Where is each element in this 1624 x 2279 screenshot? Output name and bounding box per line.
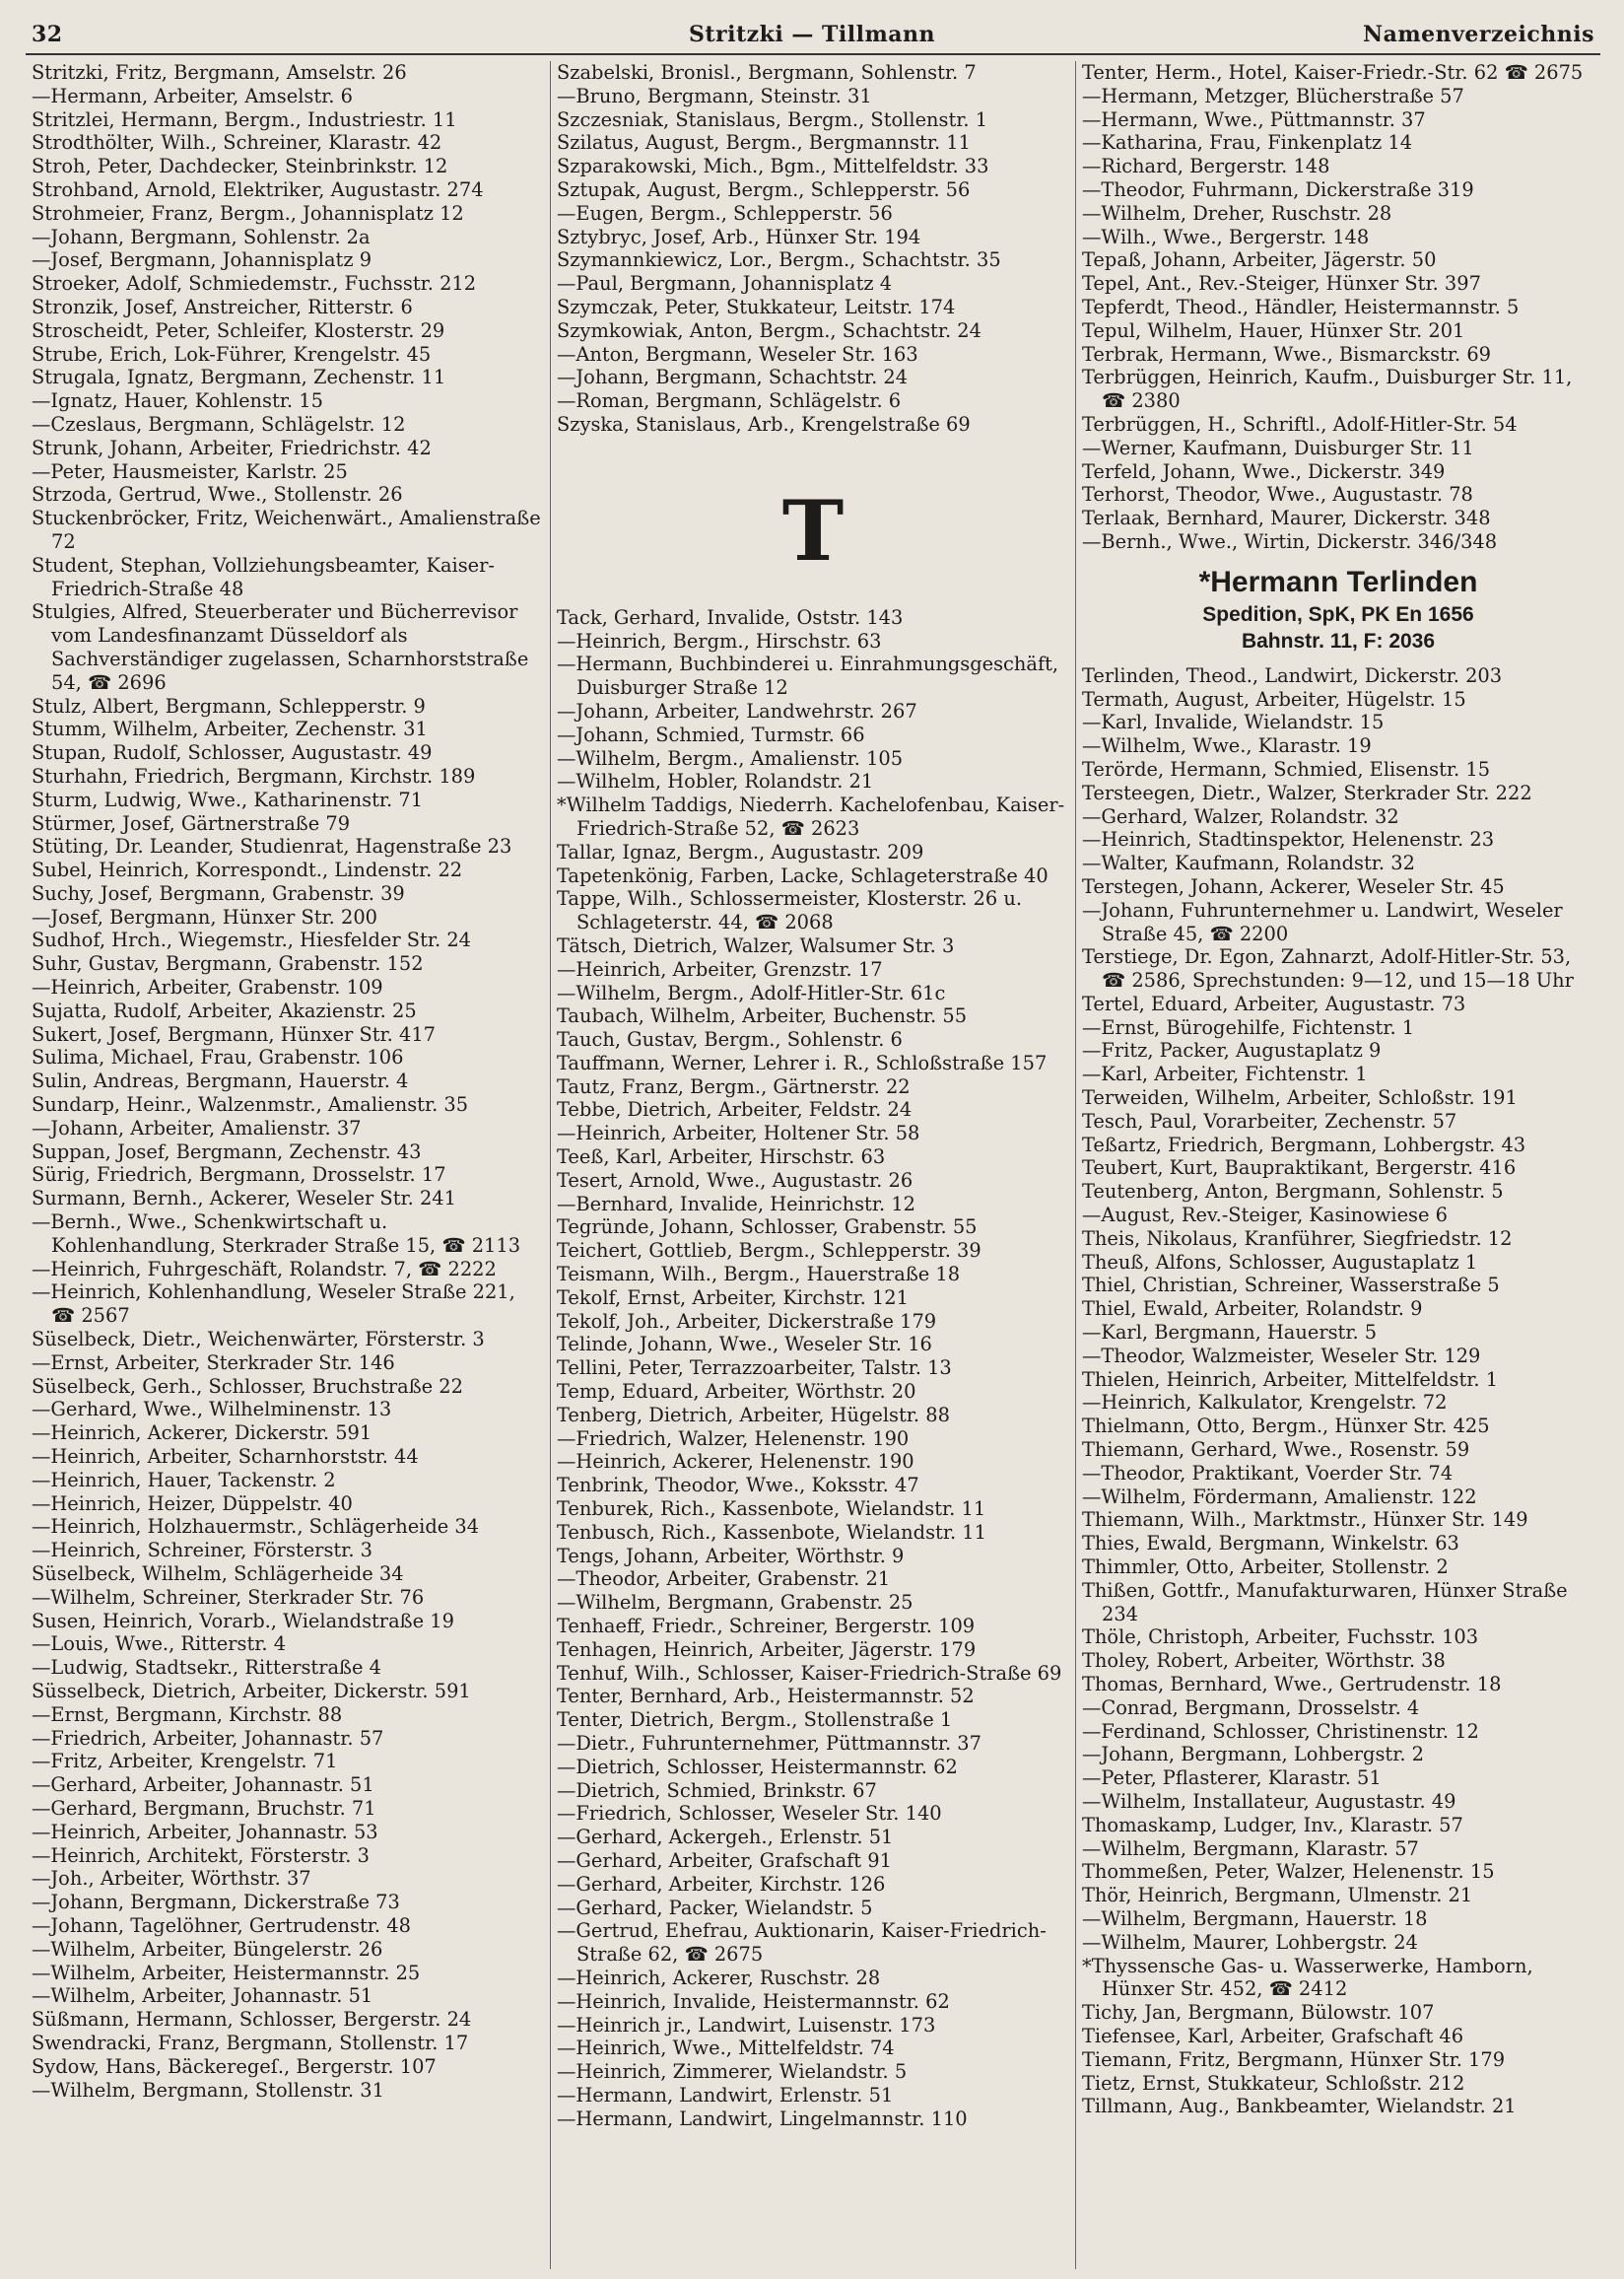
column-middle — [550, 61, 1075, 2269]
directory-entry: Stulz, Albert, Bergmann, Schlepperstr. 9 — [32, 694, 426, 718]
directory-entry: Teismann, Wilh., Bergm., Hauerstraße 18 — [557, 1263, 961, 1286]
directory-entry: —Werner, Kaufmann, Duisburger Str. 11 — [1082, 436, 1474, 459]
directory-entry: —Wilhelm, Bergm., Amalienstr. 105 — [557, 746, 904, 770]
directory-entry: —Johann, Schmied, Turmstr. 66 — [557, 723, 865, 746]
directory-entry: —Heinrich, Heizer, Düppelstr. 40 — [32, 1491, 353, 1515]
directory-entry: —Heinrich, Invalide, Heistermannstr. 62 — [557, 1989, 950, 2013]
directory-entry: Strzoda, Gertrud, Wwe., Stollenstr. 26 — [32, 483, 403, 507]
directory-entry: Thöle, Christoph, Arbeiter, Fuchsstr. 103 — [1082, 1625, 1479, 1649]
directory-entry: Tillmann, Aug., Bankbeamter, Wielandstr. 21 — [1082, 2095, 1517, 2118]
directory-entry: —Bernh., Wwe., Wirtin, Dickerstr. 346/348 — [1082, 529, 1498, 553]
directory-entry: —Gerhard, Bergmann, Bruchstr. 71 — [32, 1796, 376, 1820]
directory-entry: Terweiden, Wilhelm, Arbeiter, Schloßstr. 191 — [1082, 1086, 1518, 1110]
directory-entry: —Joh., Arbeiter, Wörthstr. 37 — [32, 1867, 311, 1891]
directory-entry: —Heinrich, Bergm., Hirschstr. 63 — [557, 629, 882, 653]
directory-entry: Suhr, Gustav, Bergmann, Grabenstr. 152 — [32, 952, 424, 976]
directory-entry: Theis, Nikolaus, Kranführer, Siegfriedstr. 12 — [1082, 1226, 1513, 1250]
directory-entry: —Hermann, Metzger, Blücherstraße 57 — [1082, 84, 1464, 107]
directory-entry: —Gerhard, Arbeiter, Grafschaft 91 — [557, 1848, 892, 1872]
directory-entry: —Dietrich, Schmied, Brinkstr. 67 — [557, 1778, 877, 1802]
directory-entry: —Gerhard, Arbeiter, Kirchstr. 126 — [557, 1872, 886, 1896]
directory-entry: Tautz, Franz, Bergm., Gärtnerstr. 22 — [557, 1074, 911, 1098]
directory-entry: Terfeld, Johann, Wwe., Dickerstr. 349 — [1082, 459, 1446, 483]
columns — [26, 61, 1600, 2269]
directory-entry: Süselbeck, Dietr., Weichenwärter, Försterstr. 3 — [32, 1328, 485, 1351]
page-header — [26, 22, 1600, 55]
directory-entry: —Gerhard, Wwe., Wilhelminenstr. 13 — [32, 1398, 392, 1421]
directory-entry: —Heinrich, Arbeiter, Johannastr. 53 — [32, 1820, 378, 1843]
directory-entry: Susen, Heinrich, Vorarb., Wielandstraße 19 — [32, 1609, 454, 1632]
directory-entry: Tack, Gerhard, Invalide, Oststr. 143 — [557, 605, 904, 629]
directory-entry: —Hermann, Landwirt, Lingelmannstr. 110 — [557, 2106, 968, 2130]
directory-entry: —Wilhelm, Bergmann, Klarastr. 57 — [1082, 1836, 1419, 1860]
directory-entry: Stroeker, Adolf, Schmiedemstr., Fuchsstr. 212 — [32, 272, 477, 296]
directory-entry: —Wilhelm, Bergmann, Hauerstr. 18 — [1082, 1906, 1428, 1930]
directory-entry: —Wilhelm, Schreiner, Sterkrader Str. 76 — [32, 1585, 425, 1609]
directory-entry: —Theodor, Fuhrmann, Dickerstraße 319 — [1082, 177, 1474, 201]
directory-entry: —Theodor, Walzmeister, Weseler Str. 129 — [1082, 1344, 1481, 1367]
directory-entry: Theuß, Alfons, Schlosser, Augustaplatz 1 — [1082, 1250, 1478, 1274]
directory-entry: Tekolf, Joh., Arbeiter, Dickerstraße 179 — [557, 1309, 937, 1333]
directory-entry: —Heinrich, Ackerer, Dickerstr. 591 — [32, 1421, 372, 1445]
directory-entry: Tapetenkönig, Farben, Lacke, Schlageterstraße 40 — [557, 863, 1049, 887]
directory-entry: —August, Rev.-Steiger, Kasinowiese 6 — [1082, 1204, 1448, 1227]
directory-entry: Süßmann, Hermann, Schlosser, Bergerstr. 24 — [32, 2008, 472, 2032]
directory-entry: Temp, Eduard, Arbeiter, Wörthstr. 20 — [557, 1380, 916, 1404]
directory-entry: Teichert, Gottlieb, Bergm., Schlepperstr. 39 — [557, 1239, 981, 1263]
directory-entry: Sulima, Michael, Frau, Grabenstr. 106 — [32, 1046, 404, 1070]
directory-entry: —Wilhelm, Fördermann, Amalienstr. 122 — [1082, 1485, 1477, 1508]
directory-entry: Szabelski, Bronisl., Bergmann, Sohlenstr. 7 — [557, 61, 977, 84]
column-right — [1075, 61, 1600, 2269]
directory-entry: —Wilh., Wwe., Bergerstr. 148 — [1082, 225, 1370, 248]
directory-entry: Sztybryc, Josef, Arb., Hünxer Str. 194 — [557, 225, 921, 248]
directory-entry: —Johann, Fuhrunternehmer u. Landwirt, Weseler Straße 45, ☎ 2200 — [1082, 898, 1563, 945]
directory-entry: —Ferdinand, Schlosser, Christinenstr. 12 — [1082, 1719, 1479, 1743]
directory-entry: Terlinden, Theod., Landwirt, Dickerstr. 203 — [1082, 663, 1503, 687]
directory-entry: Szymannkiewicz, Lor., Bergm., Schachtstr. 35 — [557, 248, 1001, 272]
directory-entry: Taubach, Wilhelm, Arbeiter, Buchenstr. 55 — [557, 1004, 968, 1028]
directory-entry: Szparakowski, Mich., Bgm., Mittelfeldstr. 33 — [557, 155, 989, 178]
directory-entry: Tellini, Peter, Terrazzoarbeiter, Talstr. 13 — [557, 1356, 952, 1380]
directory-entry: Teubert, Kurt, Baupraktikant, Bergerstr. 416 — [1082, 1156, 1517, 1180]
directory-entry: —Conrad, Bergmann, Drosselstr. 4 — [1082, 1695, 1420, 1719]
directory-entry: Sürig, Friedrich, Bergmann, Drosselstr. 17 — [32, 1163, 446, 1187]
directory-entry: Tätsch, Dietrich, Walzer, Walsumer Str. 3 — [557, 933, 955, 957]
directory-entry: —Roman, Bergmann, Schlägelstr. 6 — [557, 389, 902, 413]
directory-entry: —Heinrich, Hauer, Tackenstr. 2 — [32, 1468, 336, 1491]
directory-entry: Terlaak, Bernhard, Maurer, Dickerstr. 348 — [1082, 507, 1491, 530]
directory-entry: —Ernst, Bürogehilfe, Fichtenstr. 1 — [1082, 1015, 1415, 1039]
directory-entry: —Walter, Kaufmann, Rolandstr. 32 — [1082, 852, 1415, 875]
directory-entry: —Heinrich, Wwe., Mittelfeldstr. 74 — [557, 2037, 895, 2060]
directory-entry: —Karl, Invalide, Wielandstr. 15 — [1082, 711, 1385, 734]
directory-entry: Tappe, Wilh., Schlossermeister, Klosterstr. 26 u. Schlageterstr. 44, ☎ 2068 — [557, 887, 1023, 934]
directory-entry: —Heinrich, Kohlenhandlung, Weseler Straße 221, ☎ 2567 — [32, 1280, 515, 1328]
directory-entry: —Johann, Bergmann, Schachtstr. 24 — [557, 366, 909, 389]
directory-entry: —Hermann, Wwe., Püttmannstr. 37 — [1082, 107, 1426, 131]
directory-entry: Tebbe, Dietrich, Arbeiter, Feldstr. 24 — [557, 1098, 913, 1122]
directory-entry: —Peter, Hausmeister, Karlstr. 25 — [32, 459, 348, 483]
directory-entry: Terstiege, Dr. Egon, Zahnarzt, Adolf-Hitler-Str. 53, ☎ 2586, Sprechstunden: 9—12, und 15—18 Uhr — [1082, 945, 1574, 993]
directory-entry: Süsselbeck, Dietrich, Arbeiter, Dickerstr. 591 — [32, 1679, 471, 1702]
directory-entry: Tersteegen, Dietr., Walzer, Sterkrader Str. 222 — [1082, 781, 1532, 804]
directory-entry: —Hermann, Arbeiter, Amselstr. 6 — [32, 84, 353, 107]
directory-entry: —Gerhard, Arbeiter, Johannastr. 51 — [32, 1773, 374, 1797]
directory-entry: *Wilhelm Taddigs, Niederrh. Kachelofenbau, Kaiser-Friedrich-Straße 52, ☎ 2623 — [557, 794, 1065, 840]
directory-entry: —Theodor, Arbeiter, Grabenstr. 21 — [557, 1567, 891, 1591]
directory-entry: Thielmann, Otto, Bergm., Hünxer Str. 425 — [1082, 1415, 1490, 1438]
directory-entry: —Heinrich, Zimmerer, Wielandstr. 5 — [557, 2060, 908, 2084]
directory-entry: —Czeslaus, Bergmann, Schlägelstr. 12 — [32, 412, 406, 436]
directory-entry: —Heinrich, Fuhrgeschäft, Rolandstr. 7, ☎ 2222 — [32, 1257, 497, 1280]
directory-entry: Tepferdt, Theod., Händler, Heistermannstr. 5 — [1082, 295, 1520, 318]
directory-entry: Thimmler, Otto, Arbeiter, Stollenstr. 2 — [1082, 1555, 1449, 1579]
directory-entry: —Wilhelm, Arbeiter, Heistermannstr. 25 — [32, 1961, 421, 1984]
directory-entry: Stuckenbröcker, Fritz, Weichenwärt., Amalienstraße 72 — [32, 507, 541, 553]
directory-entry: —Friedrich, Walzer, Helenenstr. 190 — [557, 1426, 910, 1450]
directory-entry: Tenter, Herm., Hotel, Kaiser-Friedr.-Str. 62 ☎ 2675 — [1082, 61, 1584, 84]
directory-entry: Strodthölter, Wilh., Schreiner, Klarastr. 42 — [32, 131, 442, 155]
directory-entry: Tesert, Arnold, Wwe., Augustastr. 26 — [557, 1168, 914, 1192]
directory-entry: Strugala, Ignatz, Bergmann, Zechenstr. 11 — [32, 366, 446, 389]
directory-entry: Thielen, Heinrich, Arbeiter, Mittelfeldstr. 1 — [1082, 1367, 1499, 1391]
directory-entry: Thies, Ewald, Bergmann, Winkelstr. 63 — [1082, 1532, 1459, 1555]
directory-entry: Student, Stephan, Vollziehungsbeamter, Kaiser-Friedrich-Straße 48 — [32, 553, 495, 600]
directory-entry: —Friedrich, Arbeiter, Johannastr. 57 — [32, 1726, 384, 1750]
directory-entry: Stritzlei, Hermann, Bergm., Industriestr. 11 — [32, 107, 457, 131]
directory-entry: —Josef, Bergmann, Hünxer Str. 200 — [32, 905, 378, 929]
column-left — [26, 61, 550, 2269]
directory-entry: Tenburek, Rich., Kassenbote, Wielandstr. 11 — [557, 1497, 986, 1521]
directory-entry: Swendracki, Franz, Bergmann, Stollenstr. 17 — [32, 2031, 469, 2054]
directory-entry: —Gertrud, Ehefrau, Auktionarin, Kaiser-Friedrich-Straße 62, ☎ 2675 — [557, 1919, 1047, 1967]
directory-entry: Telinde, Johann, Wwe., Weseler Str. 16 — [557, 1333, 932, 1356]
directory-entry: —Johann, Bergmann, Sohlenstr. 2a — [32, 225, 371, 248]
directory-entry: —Heinrich, Arbeiter, Grenzstr. 17 — [557, 957, 883, 981]
directory-entry: Thiel, Christian, Schreiner, Wasserstraße 5 — [1082, 1274, 1500, 1297]
directory-entry: —Heinrich, Stadtinspektor, Helenenstr. 23 — [1082, 828, 1495, 852]
directory-entry: Sztupak, August, Bergm., Schlepperstr. 56 — [557, 177, 971, 201]
directory-entry: Teeß, Karl, Arbeiter, Hirschstr. 63 — [557, 1145, 886, 1169]
directory-entry: Sturhahn, Friedrich, Bergmann, Kirchstr. 189 — [32, 764, 476, 788]
directory-entry: Stroscheidt, Peter, Schleifer, Klosterstr. 29 — [32, 318, 445, 342]
directory-entry: Tholey, Robert, Arbeiter, Wörthstr. 38 — [1082, 1649, 1446, 1673]
directory-entry: Süselbeck, Gerh., Schlosser, Bruchstraße 22 — [32, 1374, 463, 1398]
directory-entry: Tepul, Wilhelm, Hauer, Hünxer Str. 201 — [1082, 318, 1465, 342]
directory-entry: Sundarp, Heinr., Walzenmstr., Amalienstr. 35 — [32, 1093, 469, 1117]
ad-line-2: Bahnstr. 11, F: 2036 — [1241, 629, 1436, 653]
directory-entry: —Heinrich, Arbeiter, Holtener Str. 58 — [557, 1122, 920, 1145]
directory-entry: Süselbeck, Wilhelm, Schlägerheide 34 — [32, 1562, 404, 1585]
directory-entry: —Ignatz, Hauer, Kohlenstr. 15 — [32, 389, 323, 413]
directory-entry: —Wilhelm, Installateur, Augustastr. 49 — [1082, 1789, 1456, 1813]
directory-entry: Tauch, Gustav, Bergm., Sohlenstr. 6 — [557, 1028, 903, 1052]
directory-entry: —Wilhelm, Wwe., Klarastr. 19 — [1082, 734, 1372, 758]
directory-entry: —Hermann, Buchbinderei u. Einrahmungsgeschäft, Duisburger Straße 12 — [557, 653, 1059, 700]
directory-entry: —Heinrich, Holzhauermstr., Schlägerheide 34 — [32, 1515, 480, 1539]
directory-entry: Sulin, Andreas, Bergmann, Hauerstr. 4 — [32, 1070, 409, 1093]
directory-entry: Sudhof, Hrch., Wiegemstr., Hiesfelder Str. 24 — [32, 929, 472, 952]
directory-entry: —Wilhelm, Bergm., Adolf-Hitler-Str. 61c — [557, 981, 946, 1004]
directory-entry: —Josef, Bergmann, Johannisplatz 9 — [32, 248, 372, 272]
directory-entry: Thomas, Bernhard, Wwe., Gertrudenstr. 18 — [1082, 1673, 1502, 1695]
directory-entry: Thißen, Gottfr., Manufakturwaren, Hünxer Straße 234 — [1082, 1578, 1568, 1625]
directory-entry: —Heinrich, Arbeiter, Scharnhorststr. 44 — [32, 1445, 419, 1469]
directory-entry: —Heinrich, Kalkulator, Krengelstr. 72 — [1082, 1391, 1448, 1415]
directory-entry: —Ernst, Bergmann, Kirchstr. 88 — [32, 1702, 343, 1726]
directory-entry: Subel, Heinrich, Korrespondt., Lindenstr. 22 — [32, 859, 463, 882]
directory-entry: —Gerhard, Packer, Wielandstr. 5 — [557, 1896, 873, 1919]
directory-entry: —Johann, Arbeiter, Amalienstr. 37 — [32, 1116, 362, 1140]
directory-entry: —Johann, Bergmann, Lohbergstr. 2 — [1082, 1743, 1425, 1766]
directory-entry: Thommeßen, Peter, Walzer, Helenenstr. 15 — [1082, 1860, 1495, 1884]
directory-entry: Tepaß, Johann, Arbeiter, Jägerstr. 50 — [1082, 248, 1437, 272]
directory-entry: —Wilhelm, Maurer, Lohbergstr. 24 — [1082, 1930, 1418, 1954]
directory-entry: Terstegen, Johann, Ackerer, Weseler Str. 45 — [1082, 874, 1505, 898]
directory-entry: Tenhagen, Heinrich, Arbeiter, Jägerstr. 179 — [557, 1637, 977, 1661]
directory-entry: —Eugen, Bergm., Schlepperstr. 56 — [557, 201, 893, 225]
directory-entry: Termath, August, Arbeiter, Hügelstr. 15 — [1082, 687, 1466, 711]
directory-entry: Tichy, Jan, Bergmann, Bülowstr. 107 — [1082, 2001, 1435, 2025]
directory-entry: Stulgies, Alfred, Steuerberater und Bücherrevisor vom Landesfinanzamt Düsseldorf als Sachverständiger zugelassen, Scharnhorststraße 54, ☎ 2696 — [32, 600, 529, 694]
directory-entry: *Thyssensche Gas- u. Wasserwerke, Hamborn, Hünxer Str. 452, ☎ 2412 — [1082, 1954, 1533, 2001]
directory-entry: —Wilhelm, Bergmann, Grabenstr. 25 — [557, 1591, 914, 1615]
directory-entry: —Ernst, Arbeiter, Sterkrader Str. 146 — [32, 1350, 395, 1374]
directory-entry: Stüting, Dr. Leander, Studienrat, Hagenstraße 23 — [32, 835, 512, 859]
directory-entry: Terbrak, Hermann, Wwe., Bismarckstr. 69 — [1082, 342, 1492, 366]
directory-entry: Tengs, Johann, Arbeiter, Wörthstr. 9 — [557, 1544, 905, 1567]
section-letter: T — [781, 481, 845, 580]
directory-entry: Tenter, Bernhard, Arb., Heistermannstr. 52 — [557, 1685, 975, 1708]
directory-entry: Terbrüggen, Heinrich, Kaufm., Duisburger Str. 11, ☎ 2380 — [1082, 366, 1573, 413]
directory-entry: Stroh, Peter, Dachdecker, Steinbrinkstr. 12 — [32, 155, 448, 178]
directory-entry: —Wilhelm, Dreher, Ruschstr. 28 — [1082, 201, 1392, 225]
directory-entry: —Peter, Pflasterer, Klarastr. 51 — [1082, 1766, 1382, 1790]
directory-entry: Teßartz, Friedrich, Bergmann, Lohbergstr. 43 — [1082, 1133, 1526, 1156]
directory-entry: Szymczak, Peter, Stukkateur, Leitstr. 174 — [557, 295, 956, 318]
directory-entry: Stürmer, Josef, Gärtnerstraße 79 — [32, 811, 351, 835]
directory-entry: —Heinrich, Schreiner, Försterstr. 3 — [32, 1539, 372, 1562]
directory-entry: Tiefensee, Karl, Arbeiter, Grafschaft 46 — [1082, 2024, 1464, 2047]
directory-entry: Szyska, Stanislaus, Arb., Krengelstraße 69 — [557, 412, 971, 436]
directory-entry: Sturm, Ludwig, Wwe., Katharinenstr. 71 — [32, 788, 424, 811]
directory-entry: Terbrüggen, H., Schriftl., Adolf-Hitler-Str. 54 — [1082, 412, 1518, 436]
directory-entry: Tauffmann, Werner, Lehrer i. R., Schloßstraße 157 — [557, 1051, 1048, 1074]
directory-entry: Terörde, Hermann, Schmied, Elisenstr. 15 — [1082, 757, 1491, 781]
directory-entry: —Heinrich jr., Landwirt, Luisenstr. 173 — [557, 2013, 936, 2037]
directory-entry: Sydow, Hans, Bäckeregeſ., Bergerstr. 107 — [32, 2054, 437, 2078]
directory-entry: Thomaskamp, Ludger, Inv., Klarastr. 57 — [1082, 1813, 1463, 1836]
directory-entry: —Heinrich, Architekt, Försterstr. 3 — [32, 1843, 370, 1867]
directory-entry: —Johann, Bergmann, Dickerstraße 73 — [32, 1891, 400, 1914]
directory-entry: —Anton, Bergmann, Weseler Str. 163 — [557, 342, 918, 366]
directory-entry: Tegründe, Johann, Schlosser, Grabenstr. 55 — [557, 1215, 978, 1239]
directory-entry: —Fritz, Packer, Augustaplatz 9 — [1082, 1039, 1382, 1063]
directory-entry: —Wilhelm, Arbeiter, Johannastr. 51 — [32, 1984, 373, 2008]
page-number: 32 — [32, 22, 63, 47]
directory-entry: Strube, Erich, Lok-Führer, Krengelstr. 45 — [32, 342, 432, 366]
directory-entry: —Hermann, Landwirt, Erlenstr. 51 — [557, 2083, 894, 2106]
directory-entry: —Ludwig, Stadtsekr., Ritterstraße 4 — [32, 1656, 381, 1680]
directory-entry: Tenhaeff, Friedr., Schreiner, Bergerstr. 109 — [557, 1615, 976, 1638]
directory-entry: Suppan, Josef, Bergmann, Zechenstr. 43 — [32, 1140, 422, 1163]
directory-entry: —Johann, Tagelöhner, Gertrudenstr. 48 — [32, 1913, 411, 1937]
directory-entry: Strunk, Johann, Arbeiter, Friedrichstr. 42 — [32, 436, 432, 459]
directory-entry: Tenhuf, Wilh., Schlosser, Kaiser-Friedrich-Straße 69 — [557, 1661, 1062, 1685]
directory-entry: —Louis, Wwe., Ritterstr. 4 — [32, 1632, 287, 1656]
directory-entry: —Karl, Bergmann, Hauerstr. 5 — [1082, 1321, 1378, 1345]
directory-entry: Tenbrink, Theodor, Wwe., Koksstr. 47 — [557, 1474, 919, 1497]
directory-entry: Strohband, Arnold, Elektriker, Augustastr. 274 — [32, 177, 484, 201]
directory-entry: Terhorst, Theodor, Wwe., Augustastr. 78 — [1082, 483, 1473, 507]
ad-line-1: Spedition, SpK, PK En 1656 — [1202, 602, 1474, 626]
directory-entry: Stumm, Wilhelm, Arbeiter, Zechenstr. 31 — [32, 718, 428, 741]
directory-entry: —Gerhard, Walzer, Rolandstr. 32 — [1082, 804, 1399, 828]
directory-entry: Tepel, Ant., Rev.-Steiger, Hünxer Str. 397 — [1082, 272, 1481, 296]
directory-entry: Thör, Heinrich, Bergmann, Ulmenstr. 21 — [1082, 1884, 1473, 1907]
directory-entry: —Wilhelm, Bergmann, Stollenstr. 31 — [32, 2078, 384, 2102]
directory-entry: Stritzki, Fritz, Bergmann, Amselstr. 26 — [32, 61, 407, 84]
directory-entry: —Richard, Bergerstr. 148 — [1082, 155, 1330, 178]
directory-entry: Tiemann, Fritz, Bergmann, Hünxer Str. 179 — [1082, 2047, 1506, 2071]
directory-entry: —Gerhard, Ackergeh., Erlenstr. 51 — [557, 1826, 894, 1849]
directory-entry: —Dietr., Fuhrunternehmer, Püttmannstr. 37 — [557, 1732, 981, 1755]
directory-entry: —Johann, Arbeiter, Landwehrstr. 267 — [557, 699, 917, 723]
directory-entry: Tallar, Ignaz, Bergm., Augustastr. 209 — [557, 840, 924, 863]
directory-entry: —Bruno, Bergmann, Steinstr. 31 — [557, 84, 872, 107]
directory-entry: Tesch, Paul, Vorarbeiter, Zechenstr. 57 — [1082, 1109, 1457, 1133]
directory-entry: —Bernhard, Invalide, Heinrichstr. 12 — [557, 1192, 915, 1215]
running-title: Stritzki — Tillmann — [688, 22, 936, 47]
directory-entry: Szczesniak, Stanislaus, Bergm., Stollenstr. 1 — [557, 107, 988, 131]
directory-entry: Strohmeier, Franz, Bergm., Johannisplatz 12 — [32, 201, 464, 225]
directory-entry: Szilatus, August, Bergm., Bergmannstr. 11 — [557, 131, 971, 155]
directory-entry: Tenter, Dietrich, Bergm., Stollenstraße 1 — [557, 1708, 953, 1732]
directory-entry: Suchy, Josef, Bergmann, Grabenstr. 39 — [32, 881, 405, 905]
directory-entry: Stronzik, Josef, Anstreicher, Ritterstr. 6 — [32, 295, 413, 318]
directory-entry: —Karl, Arbeiter, Fichtenstr. 1 — [1082, 1063, 1368, 1086]
directory-entry: —Paul, Bergmann, Johannisplatz 4 — [557, 272, 893, 296]
directory-entry: Tekolf, Ernst, Arbeiter, Kirchstr. 121 — [557, 1285, 909, 1309]
directory-entry: —Fritz, Arbeiter, Krengelstr. 71 — [32, 1750, 338, 1773]
directory-entry: Tenberg, Dietrich, Arbeiter, Hügelstr. 88 — [557, 1403, 950, 1426]
directory-entry: —Heinrich, Ackerer, Ruschstr. 28 — [557, 1966, 881, 1989]
directory-entry: Stupan, Rudolf, Schlosser, Augustastr. 49 — [32, 741, 433, 765]
directory-entry: Tietz, Ernst, Stukkateur, Schloßstr. 212 — [1082, 2071, 1465, 2095]
directory-entry: Sukert, Josef, Bergmann, Hünxer Str. 417 — [32, 1022, 437, 1046]
directory-entry: —Wilhelm, Hobler, Rolandstr. 21 — [557, 770, 874, 794]
directory-entry: Tertel, Eduard, Arbeiter, Augustastr. 73 — [1082, 992, 1466, 1015]
directory-entry: —Heinrich, Arbeiter, Grabenstr. 109 — [32, 976, 383, 1000]
section-title: Namenverzeichnis — [1363, 22, 1594, 47]
directory-entry: —Katharina, Frau, Finkenplatz 14 — [1082, 131, 1413, 155]
directory-entry: —Wilhelm, Arbeiter, Büngelerstr. 26 — [32, 1937, 383, 1961]
directory-entry: Szymkowiak, Anton, Bergm., Schachtstr. 24 — [557, 318, 981, 342]
directory-entry: Sujatta, Rudolf, Arbeiter, Akazienstr. 25 — [32, 999, 417, 1022]
directory-entry: Teutenberg, Anton, Bergmann, Sohlenstr. 5 — [1082, 1180, 1504, 1204]
directory-entry: —Friedrich, Schlosser, Weseler Str. 140 — [557, 1802, 942, 1826]
directory-entry: —Dietrich, Schlosser, Heistermannstr. 62 — [557, 1755, 958, 1778]
directory-entry: Thiemann, Gerhard, Wwe., Rosenstr. 59 — [1082, 1438, 1470, 1462]
directory-entry: Thiel, Ewald, Arbeiter, Rolandstr. 9 — [1082, 1297, 1423, 1321]
directory-entry: —Bernh., Wwe., Schenkwirtschaft u. Kohlenhandlung, Sterkrader Straße 15, ☎ 2113 — [32, 1210, 521, 1257]
directory-entry: Tenbusch, Rich., Kassenbote, Wielandstr. 11 — [557, 1520, 986, 1544]
directory-entry: Surmann, Bernh., Ackerer, Weseler Str. 241 — [32, 1187, 456, 1210]
ad-name: *Hermann Terlinden — [1198, 565, 1478, 598]
directory-entry: —Heinrich, Ackerer, Helenenstr. 190 — [557, 1450, 914, 1474]
directory-entry: Thiemann, Wilh., Marktmstr., Hünxer Str. 149 — [1082, 1508, 1528, 1532]
directory-entry: —Theodor, Praktikant, Voerder Str. 74 — [1082, 1461, 1454, 1485]
advertisement — [1082, 564, 1594, 655]
